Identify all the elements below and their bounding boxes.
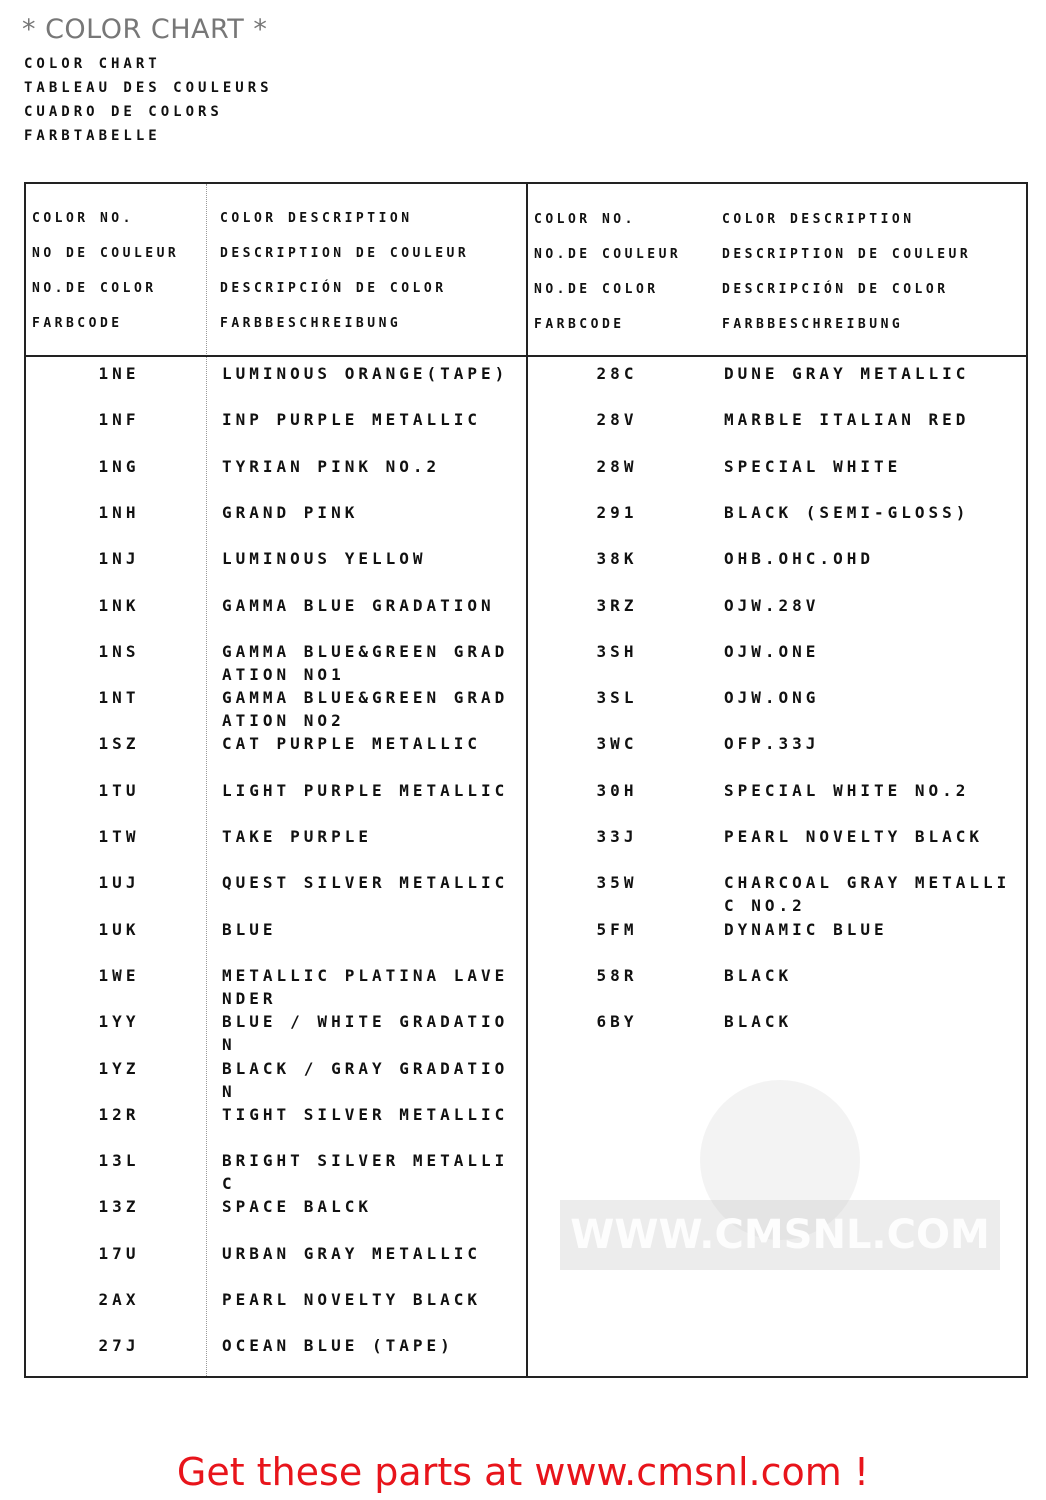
color-code: 28C	[596, 364, 638, 383]
color-description: GAMMA BLUE&GREEN GRAD ATION NO1	[222, 641, 509, 684]
header-right-desc: COLOR DESCRIPTION DESCRIPTION DE COULEUR DESCRIPCIÓN DE COLOR FARBBESCHREIBUNG	[722, 212, 972, 332]
table-row	[26, 547, 1026, 593]
color-description: OCEAN BLUE (TAPE)	[222, 1336, 454, 1356]
color-description: URBAN GRAY METALLIC	[222, 1243, 482, 1263]
table-row	[26, 1057, 1026, 1103]
color-description: OHB.OHC.OHD	[724, 549, 874, 569]
color-code: 38K	[596, 549, 638, 569]
color-description: DYNAMIC BLUE	[724, 919, 888, 939]
color-description: LUMINOUS YELLOW	[222, 549, 427, 569]
color-description: GAMMA BLUE GRADATION	[222, 595, 495, 615]
color-description: CAT PURPLE METALLIC	[222, 734, 482, 754]
color-description: TYRIAN PINK NO.2	[222, 456, 441, 476]
header-left-desc: COLOR DESCRIPTION DESCRIPTION DE COULEUR DESCRIPCIÓN DE COLOR FARBBESCHREIBUNG	[220, 211, 470, 331]
color-code: 5FM	[596, 919, 638, 939]
color-code: 1YZ	[98, 1058, 140, 1078]
table-row	[26, 408, 1026, 454]
color-description: BLACK	[724, 965, 793, 985]
subtitle-fr: TABLEAU DES COULEURS	[24, 80, 273, 96]
color-code: 1YY	[98, 1012, 140, 1032]
subtitle-en: COLOR CHART	[24, 56, 161, 72]
color-code: 3SH	[596, 641, 638, 661]
color-description: BLUE / WHITE GRADATIO N	[222, 1012, 509, 1055]
color-code: 17U	[98, 1243, 140, 1263]
color-description: SPECIAL WHITE NO.2	[724, 780, 970, 800]
footer-link[interactable]: Get these parts at www.cmsnl.com !	[176, 1450, 870, 1494]
color-code: 28V	[596, 410, 638, 430]
color-code: 13L	[98, 1151, 140, 1171]
color-description: QUEST SILVER METALLIC	[222, 873, 509, 893]
color-description: PEARL NOVELTY BLACK	[222, 1290, 482, 1309]
color-code: 1UK	[98, 919, 140, 939]
color-code: 1NE	[98, 364, 140, 383]
subtitle-de: FARBTABELLE	[24, 128, 161, 144]
table-row	[26, 686, 1026, 732]
page-title: * COLOR CHART *	[22, 14, 268, 45]
color-description: OJW.28V	[724, 595, 820, 615]
table-row	[26, 362, 1026, 408]
color-code: 1NJ	[98, 549, 140, 569]
color-code: 12R	[98, 1104, 140, 1124]
table-row	[26, 1149, 1026, 1195]
table-row	[26, 918, 1026, 964]
color-code: 28W	[596, 456, 638, 476]
color-description: BLACK (SEMI-GLOSS)	[724, 502, 970, 522]
table-row	[26, 1103, 1026, 1149]
color-code: 3SL	[596, 688, 638, 708]
color-table	[24, 182, 1028, 1378]
color-description: CHARCOAL GRAY METALLI C NO.2	[724, 873, 1011, 916]
color-code: 1NH	[98, 502, 140, 522]
table-row	[26, 594, 1026, 640]
color-code: 13Z	[98, 1197, 140, 1217]
table-row	[26, 501, 1026, 547]
table-row	[26, 732, 1026, 778]
color-code: 1TU	[98, 780, 140, 800]
table-row	[26, 964, 1026, 1010]
color-description: LUMINOUS ORANGE(TAPE)	[222, 364, 509, 383]
color-code: 1NK	[98, 595, 140, 615]
table-row	[26, 871, 1026, 917]
color-code: 6BY	[596, 1012, 638, 1032]
color-code: 1WE	[98, 965, 140, 985]
color-description: OJW.ONE	[724, 641, 820, 661]
color-code: 1UJ	[98, 873, 140, 893]
color-code: 1SZ	[98, 734, 140, 754]
color-description: BLACK	[724, 1012, 793, 1032]
color-description: LIGHT PURPLE METALLIC	[222, 780, 509, 800]
color-description: INP PURPLE METALLIC	[222, 410, 482, 430]
color-code: 33J	[596, 827, 638, 846]
table-row	[26, 1010, 1026, 1056]
color-code: 35W	[596, 873, 638, 893]
color-description: MARBLE ITALIAN RED	[724, 410, 970, 430]
color-code: 27J	[98, 1336, 140, 1356]
color-description: METALLIC PLATINA LAVE NDER	[222, 965, 509, 1008]
color-description: BLACK / GRAY GRADATIO N	[222, 1058, 509, 1101]
header-left-code: COLOR NO. NO DE COULEUR NO.DE COLOR FARBCODE	[32, 211, 180, 331]
subtitle-es: CUADRO DE COLORS	[24, 104, 223, 120]
color-code: 30H	[596, 780, 638, 800]
table-row	[26, 779, 1026, 825]
color-code: 291	[596, 502, 638, 522]
color-code: 1NS	[98, 641, 140, 661]
color-code: 1NF	[98, 410, 140, 430]
color-code: 58R	[596, 965, 638, 985]
color-description: BRIGHT SILVER METALLI C	[222, 1151, 509, 1194]
color-description: GRAND PINK	[222, 502, 359, 522]
header-divider	[26, 355, 1026, 357]
color-description: SPACE BALCK	[222, 1197, 372, 1217]
color-code: 1TW	[98, 827, 140, 846]
color-description: OJW.ONG	[724, 688, 820, 708]
color-description: SPECIAL WHITE	[724, 456, 902, 476]
color-description: TAKE PURPLE	[222, 827, 372, 846]
table-row	[26, 1288, 1026, 1334]
table-row	[26, 825, 1026, 871]
color-code: 3RZ	[596, 595, 638, 615]
color-description: BLUE	[222, 919, 277, 939]
color-code: 1NG	[98, 456, 140, 476]
color-description: OFP.33J	[724, 734, 820, 754]
table-row	[26, 455, 1026, 501]
table-row	[26, 640, 1026, 686]
color-code: 2AX	[98, 1290, 140, 1309]
color-code: 3WC	[596, 734, 638, 754]
color-code: 1NT	[98, 688, 140, 708]
color-description: DUNE GRAY METALLIC	[724, 364, 970, 383]
table-row	[26, 1334, 1026, 1380]
header-right-code: COLOR NO. NO.DE COULEUR NO.DE COLOR FARBCODE	[534, 212, 682, 332]
watermark: WWW.CMSNL.COM	[560, 1200, 1000, 1270]
color-description: PEARL NOVELTY BLACK	[724, 827, 984, 846]
color-description: GAMMA BLUE&GREEN GRAD ATION NO2	[222, 688, 509, 731]
color-description: TIGHT SILVER METALLIC	[222, 1104, 509, 1124]
